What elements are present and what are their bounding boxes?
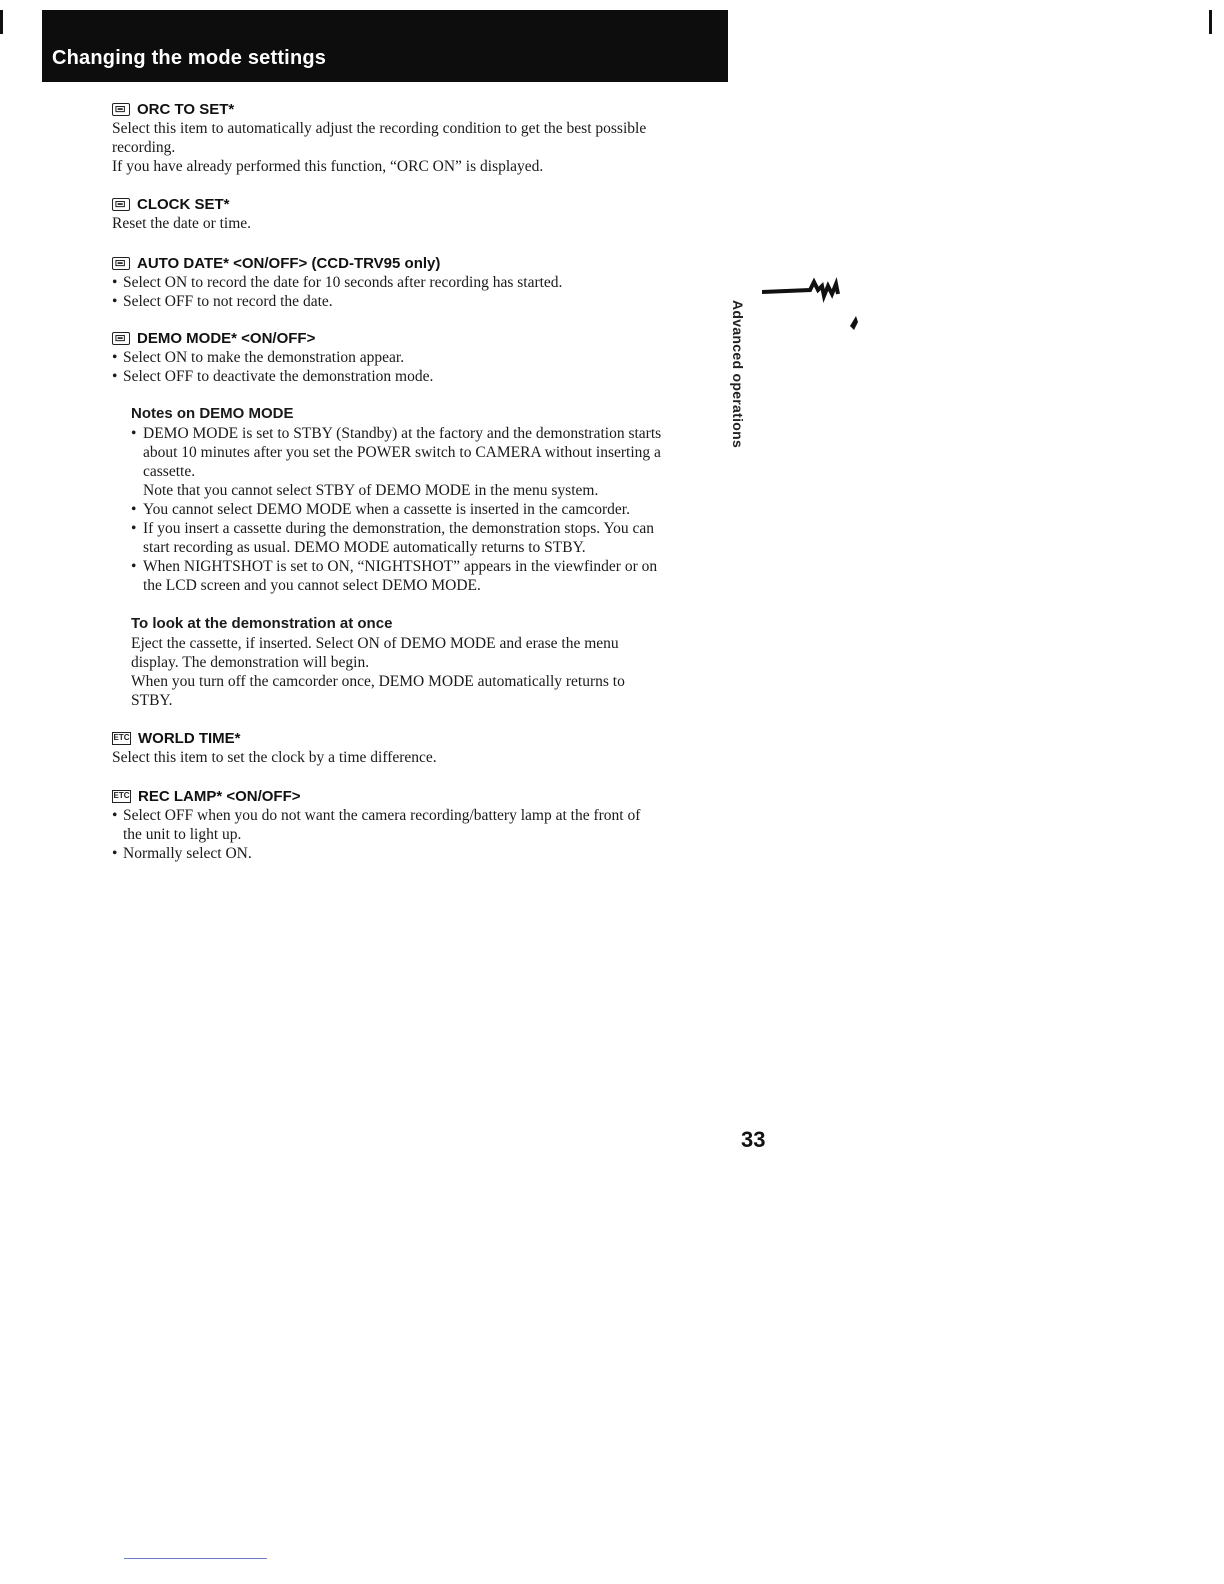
note-line: start recording as usual. DEMO MODE automatically returns to STBY.	[143, 539, 586, 556]
bullet-item: • Select OFF to not record the date.	[112, 292, 732, 311]
etc-icon: ETC	[112, 790, 131, 803]
item-heading	[112, 194, 732, 214]
side-tab-label: Advanced operations	[730, 300, 746, 449]
page-number: 33	[741, 1127, 766, 1152]
body-line: recording.	[112, 139, 176, 156]
camera-set-icon	[112, 332, 130, 345]
menu-item-demo-mode	[112, 328, 732, 386]
scan-mark-graphic	[762, 268, 872, 338]
note-line: Note that you cannot select STBY of DEMO MODE in the menu system.	[143, 482, 599, 499]
note-item: • DEMO MODE is set to STBY (Standby) at the factory and the demonstration starts	[131, 424, 731, 443]
item-title: CLOCK SET*	[137, 195, 230, 213]
bullet-item: • Select ON to record the date for 10 seconds after recording has started.	[112, 273, 732, 292]
item-heading	[112, 328, 732, 348]
body-line: Reset the date or time.	[112, 215, 252, 232]
right-edge-mark	[1209, 10, 1212, 34]
item-heading	[112, 99, 732, 119]
bullet-item: • Select ON to make the demonstration appear.	[112, 348, 732, 367]
body-line: display. The demonstration will begin.	[131, 654, 370, 671]
menu-item-rec-lamp	[112, 786, 732, 863]
body-line: STBY.	[131, 692, 173, 709]
bullet-item: • Normally select ON.	[112, 844, 732, 863]
bullet-item: • Select OFF to deactivate the demonstration mode.	[112, 367, 732, 386]
camera-set-icon	[112, 198, 130, 211]
bullet-item: • Select OFF when you do not want the camera recording/battery lamp at the front of	[112, 806, 732, 825]
menu-item-world-time	[112, 728, 732, 767]
menu-item-clock-set	[112, 194, 732, 233]
body-line: When you turn off the camcorder once, DEMO MODE automatically returns to	[131, 673, 625, 690]
look-heading: To look at the demonstration at once	[131, 615, 393, 632]
note-line: cassette.	[143, 463, 196, 480]
body-line: Select this item to set the clock by a time difference.	[112, 749, 437, 766]
side-tab	[730, 300, 756, 449]
bullet-line: the unit to light up.	[123, 826, 242, 843]
item-title: REC LAMP* <ON/OFF>	[138, 787, 301, 805]
camera-set-icon	[112, 257, 130, 270]
left-edge-mark	[0, 10, 3, 34]
look-at-demonstration	[131, 614, 731, 710]
header-band	[42, 10, 728, 82]
page-title: Changing the mode settings	[52, 47, 327, 69]
body-line: Eject the cassette, if inserted. Select ON of DEMO MODE and erase the menu	[131, 635, 619, 652]
item-title: ORC TO SET*	[137, 100, 235, 118]
item-heading	[112, 253, 732, 273]
item-heading	[112, 786, 732, 806]
note-item: • If you insert a cassette during the demonstration, the demonstration stops. You can	[131, 519, 731, 538]
etc-icon: ETC	[112, 732, 131, 745]
item-heading	[112, 728, 732, 748]
notes-demo-mode	[131, 404, 731, 595]
camera-set-icon	[112, 103, 130, 116]
body-line: If you have already performed this function, “ORC ON” is displayed.	[112, 158, 544, 175]
note-item: • You cannot select DEMO MODE when a cassette is inserted in the camcorder.	[131, 500, 731, 519]
item-title: AUTO DATE* <ON/OFF> (CCD-TRV95 only)	[137, 254, 441, 272]
note-line: about 10 minutes after you set the POWER switch to CAMERA without inserting a	[143, 444, 661, 461]
item-title: DEMO MODE* <ON/OFF>	[137, 329, 316, 347]
bottom-rule	[124, 1558, 267, 1559]
note-line: the LCD screen and you cannot select DEMO MODE.	[143, 577, 481, 594]
menu-item-auto-date	[112, 253, 732, 311]
item-title: WORLD TIME*	[138, 729, 241, 747]
notes-heading: Notes on DEMO MODE	[131, 405, 294, 422]
note-item: • When NIGHTSHOT is set to ON, “NIGHTSHOT” appears in the viewfinder or on	[131, 557, 731, 576]
body-line: Select this item to automatically adjust the recording condition to get the best possible	[112, 120, 647, 137]
menu-item-orc-to-set	[112, 99, 732, 176]
